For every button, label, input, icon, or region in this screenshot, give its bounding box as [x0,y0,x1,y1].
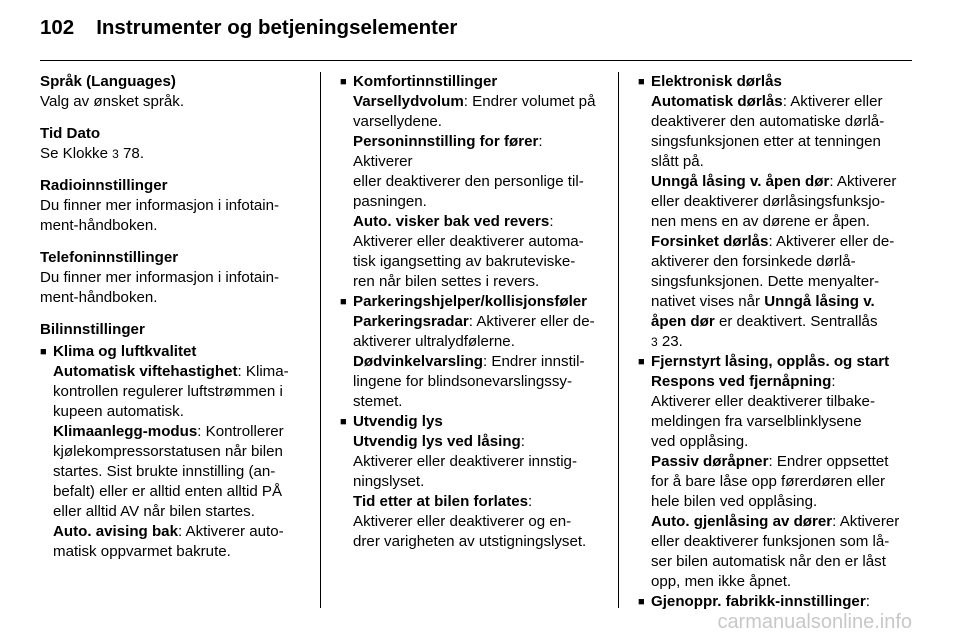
page-ref: 78. [118,145,145,162]
menu-group [638,72,908,352]
setting-desc: : Kontrollerer kjølekompressorstatusen når bilen startes. Sist brukte innstilling (an- befalt) eller er alltid enten alltid PÅ eller alltid AV når bilen startes. [53,423,284,520]
setting-entry [340,312,605,352]
setting-term: Parkeringsradar [353,313,469,330]
setting-desc: : Aktiverer auto- matisk oppvarmet bakrute. [53,523,284,560]
section [40,248,308,308]
menu-group [40,342,308,562]
menu-group-label: ■ Parkeringshjelper/kollisjonsføler [353,293,588,310]
menu-group [340,412,605,552]
section [40,176,308,236]
setting-desc: Aktiverer eller deaktiverer tilbake- meldingen fra varselblinklysene ved opplåsing. [651,393,875,450]
setting-entry [340,512,605,552]
menu-group [340,72,605,292]
column-divider-2 [618,72,619,608]
setting-entry [340,132,605,212]
menu-group-label: ■ Fjernstyrt låsing, opplås. og start [651,353,890,370]
setting-term: Auto. avising bak [53,523,178,540]
setting-entry [340,92,605,132]
section-heading: Telefoninnstillinger [40,249,179,266]
setting-desc: : Aktiverer eller de- aktiverer ultralydfølerne. [353,313,595,350]
setting-entry [340,432,605,452]
section-heading: Språk (Languages) [40,73,176,90]
menu-group-label: Gjenoppr. fabrikk-innstillinger [651,593,866,610]
setting-term: Forsinket dørlås [651,233,769,250]
page-ref-icon: 3 [651,335,658,349]
setting-entry [40,522,308,562]
setting-desc: : [831,373,836,390]
setting-term: Auto. visker bak ved revers [353,213,550,230]
menu-group-label: ■ Utvendig lys [353,413,443,430]
setting-term: Unngå låsing v. åpen dør [651,293,875,330]
page-title: Instrumenter og betjeningselementer [96,16,458,39]
setting-desc: Aktiverer eller deaktiverer innstig- ningslyset. [353,453,577,490]
setting-term: Personinnstilling for fører [353,133,539,150]
section-text-content: Valg av ønsket språk. [40,93,185,110]
setting-desc: : Klima- kontrollen regulerer luftstrømmen i kupeen automatisk. [53,363,289,420]
setting-desc: : Aktiverer eller de- aktiverer den forsinkede dørlå- singsfunksjonen. Dette menyalter- nativet vises når [651,233,895,310]
section [40,320,308,340]
setting-term: Unngå låsing v. åpen dør [651,173,830,190]
section-text [40,268,308,308]
setting-desc: : Aktiverer eller deaktiverer funksjonen som lå- ser bilen automatisk når den er låst opp, men ikke åpnet. [651,513,900,590]
column-1 [40,72,308,562]
setting-term: Respons ved fjernåpning [651,373,832,390]
menu-group-title [340,72,605,92]
page-ref-icon: 3 [112,147,119,161]
section-text-content: Du finner mer informasjon i infotain- ment-håndboken. [40,269,280,306]
setting-entry [340,352,605,412]
setting-desc: : Endrer innstil- lingene for blindsonevarslingssy- stemet. [353,353,585,410]
menu-group-title [340,292,605,312]
setting-entry [638,372,908,392]
setting-term: Utvendig lys ved låsing [353,433,521,450]
section-heading: Radioinnstillinger [40,177,168,194]
setting-entry [340,212,605,232]
section-text [40,92,308,112]
section-text [40,144,308,164]
menu-group-label: ■ Komfortinnstillinger [353,73,498,90]
menu-group [638,592,908,612]
page-ref: 23. [657,333,683,350]
setting-term: Passiv døråpner [651,453,769,470]
setting-entry [340,492,605,512]
menu-group-title [40,342,308,362]
setting-term: Auto. gjenlåsing av dører [651,513,833,530]
section-text-content: Se Klokke [40,145,113,162]
setting-term: Dødvinkelvarsling [353,353,484,370]
section-text [40,196,308,236]
setting-desc: er deaktivert. Sentrallås [718,313,878,330]
section [40,124,308,164]
footer-watermark: carmanualsonline.info [717,611,912,633]
header-rule [40,60,912,61]
menu-group [638,352,908,592]
setting-entry [638,232,908,352]
column-divider-1 [320,72,321,608]
setting-entry [40,422,308,522]
menu-group-label: ■ Klima og luftkvalitet [53,343,197,360]
page-number: 102 [40,16,75,39]
setting-desc: : Aktiverer eller deaktiverer den automatiske dørlå- singsfunksjonen etter at tenningen slått på. [651,93,885,170]
setting-entry [340,452,605,492]
setting-term: Automatisk dørlås [651,93,783,110]
column-3 [638,72,908,612]
column-2 [340,72,605,552]
setting-term: Varsellydvolum [353,93,464,110]
setting-desc: : Endrer volumet på varsellydene. [353,93,596,130]
section-heading: Tid Dato [40,125,101,142]
section-text-content: Du finner mer informasjon i infotain- ment-håndboken. [40,197,280,234]
setting-entry [638,172,908,232]
setting-desc: : [528,493,533,510]
setting-entry [638,452,908,512]
menu-group-colon: : [865,593,870,610]
setting-desc: : Aktiverer eller deaktiverer dørlåsingsfunksjo- nen mens en av dørene er åpen. [651,173,897,230]
setting-term: Tid etter at bilen forlates [353,493,529,510]
menu-group-title [638,72,908,92]
setting-entry [638,512,908,592]
menu-group [340,292,605,412]
section-heading: Bilinnstillinger [40,321,145,338]
setting-desc: : [520,433,525,450]
setting-entry [340,232,605,292]
setting-term: Klimaanlegg-modus [53,423,198,440]
menu-group-title [638,592,908,612]
setting-desc: Aktiverer eller deaktiverer og en- drer varigheten av utstigningslyset. [353,513,587,550]
page-header [40,16,457,46]
setting-entry [638,92,908,172]
setting-term: Automatisk viftehastighet [53,363,238,380]
menu-group-label: ■ Elektronisk dørlås [651,73,782,90]
setting-desc: : Aktiverer eller deaktiverer den personlige til- pasningen. [353,133,584,210]
setting-desc: Aktiverer eller deaktiverer automa- tisk igangsetting av bakruteviske- ren når bilen settes i revers. [353,233,584,290]
setting-desc: : [549,213,554,230]
setting-entry [638,392,908,452]
section [40,72,308,112]
setting-desc: : Endrer oppsettet for å bare låse opp førerdøren eller hele bilen ved opplåsing. [651,453,889,510]
menu-group-title [638,352,908,372]
menu-group-title [340,412,605,432]
setting-entry [40,362,308,422]
